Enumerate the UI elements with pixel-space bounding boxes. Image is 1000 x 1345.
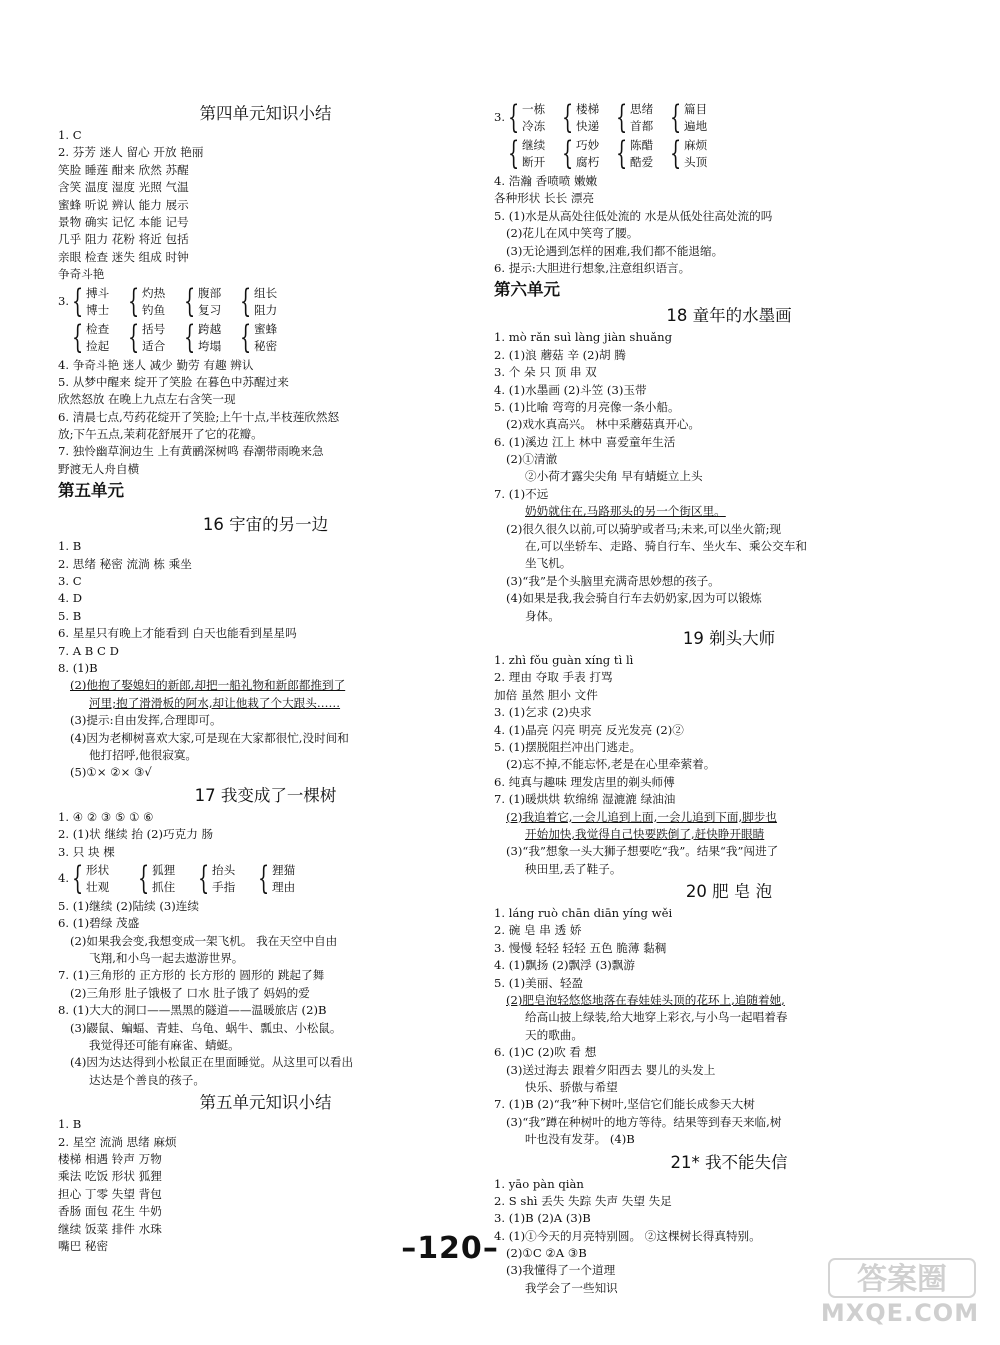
answer-line: (2)三角形 肚子饿极了 口水 肚子饿了 妈妈的爱	[70, 985, 310, 1000]
answer-line: 秧田里,丢了鞋子。	[525, 861, 622, 876]
answer-line: 2. (1)浪 蘑菇 辛 (2)胡 腾	[494, 347, 626, 362]
lesson-title-20: 20 肥 皂 泡	[685, 882, 773, 902]
answer-line: (3)我懂得了一个道理	[506, 1263, 616, 1278]
answer-line: 1. B	[58, 1117, 82, 1132]
answer-line: 奶奶就住在,马路那头的另一个街区里。	[525, 504, 726, 519]
answer-line: 放;下午五点,茉莉花舒展开了它的花瓣。	[58, 427, 263, 442]
word: 搏斗	[86, 285, 110, 300]
answer-line: 香肠 面包 花生 牛奶	[58, 1204, 162, 1219]
answer-line: 5. (1)比喻 弯弯的月亮像一条小船。	[494, 399, 680, 414]
brace-icon: {	[616, 98, 628, 136]
answer-line: 5. (1)继续 (2)陆续 (3)连续	[58, 898, 199, 913]
watermark	[815, 1255, 985, 1335]
answer-line: 3. 只 块 棵	[58, 844, 115, 859]
watermark-site-text: MXQE.COM	[820, 1299, 980, 1327]
answer-line: 给高山披上绿装,给大地穿上彩衣,与小鸟一起唱着春	[525, 1010, 788, 1025]
lesson-title-18: 18 童年的水墨画	[666, 306, 792, 326]
brace-icon: {	[240, 317, 252, 356]
answer-line: 亲眼 检查 迷失 组成 时钟	[58, 249, 189, 264]
word: 检查	[86, 321, 110, 336]
word: 括号	[142, 321, 166, 336]
word: 首都	[630, 119, 654, 133]
brace-icon: {	[72, 281, 84, 320]
brace-icon: {	[670, 98, 682, 136]
word: 腐朽	[576, 155, 600, 169]
answer-line: 蜜蜂 听说 辨认 能力 展示	[58, 197, 189, 212]
answer-line: (2)忘不掉,不能忘怀,老是在心里牵萦着。	[506, 757, 716, 772]
answer-line: 1. láng ruò chān diān yíng wěi	[494, 906, 673, 921]
word: 理由	[272, 879, 296, 894]
answer-line: 争奇斗艳	[58, 267, 105, 282]
answer-line: 6. (1)C (2)吹 看 想	[494, 1045, 597, 1060]
answer-line: 在,可以坐轿车、走路、骑自行车、坐火车、乘公交车和	[525, 539, 807, 554]
answer-line: 2. 星空 流淌 思绪 麻烦	[58, 1134, 177, 1149]
answer-line: 7. (1)暖烘烘 软绵绵 湿漉漉 绿油油	[494, 792, 676, 807]
answer-line: (2)①C ②A ③B	[506, 1246, 587, 1261]
answer-line: 8. (1)大大的洞口——黑黑的隧道——温暖旅店 (2)B	[58, 1003, 327, 1018]
brace-icon: {	[72, 317, 84, 356]
answer-line: (2)他抱了娶媳妇的新郎,却把一船礼物和新郎都推到了	[70, 678, 346, 693]
lesson-title-19: 19 剃头大师	[682, 628, 776, 648]
answer-line: 4. (1)晶亮 闪亮 明亮 反光发亮 (2)②	[494, 722, 684, 737]
brace-icon: {	[258, 858, 270, 897]
answer-line: 4. (1)飘扬 (2)飘浮 (3)飘游	[494, 958, 635, 973]
answer-line: 7. (1)三角形的 正方形的 长方形的 圆形的 跳起了舞	[58, 968, 325, 983]
brace-icon: {	[562, 98, 574, 136]
word: 蜜蜂	[254, 321, 278, 336]
answer-line: 2. 理由 夺取 手表 打骂	[494, 670, 613, 685]
word: 捡起	[86, 338, 110, 353]
right-column	[494, 100, 964, 1297]
lesson-title-21: 21* 我不能失信	[670, 1152, 788, 1172]
answer-line: 6. 纯真与趣味 理发店里的剃头师傅	[494, 774, 675, 789]
word: 陈醋	[630, 138, 654, 152]
answer-line: 景物 确实 记忆 本能 记号	[58, 214, 189, 229]
answer-line: 5. (1)水是从高处往低处流的 水是从低处往高处流的吗	[494, 208, 773, 223]
answer-line: (3)鼹鼠、蝙蝠、青蛙、乌龟、蜗牛、瓢虫、小松鼠。	[70, 1020, 342, 1035]
word: 灼热	[142, 285, 166, 300]
unit-heading-5: 第五单元	[58, 481, 124, 501]
answer-line: 6. (1)碧绿 茂盛	[58, 916, 140, 931]
answer-line: (3)提示:自由发挥,合理即可。	[70, 713, 222, 728]
word: 遍地	[684, 119, 708, 133]
answer-line: (2)①清澈	[506, 452, 558, 467]
answer-line: 3. 个 朵 只 顶 串 双	[494, 365, 597, 380]
page-number-value: 120	[417, 1231, 483, 1266]
word: 继续	[522, 138, 546, 152]
answer-line: 继续 饭菜 排件 水珠	[58, 1221, 162, 1236]
answer-line: (2)很久很久以前,可以骑驴或者马;未来,可以坐火箭;现	[506, 521, 782, 536]
answer-line: 2. S shì 丢失 失踪 失声 失望 失足	[494, 1193, 672, 1208]
unit-heading-6: 第六单元	[494, 280, 560, 300]
brace-icon: {	[562, 134, 574, 172]
answer-line: 乘法 吃饭 形状 狐狸	[58, 1169, 162, 1184]
answer-line: 开始加快,我觉得自己快要跌倒了,赶快睁开眼睛	[525, 826, 765, 841]
word: 手指	[212, 879, 236, 894]
page-number: –120–	[401, 1231, 499, 1266]
answer-line: 2. 思绪 秘密 流淌 栋 乘坐	[58, 556, 192, 571]
answer-line: (3)“我”想象一头大狮子想要吃“我”。结果“我”闯进了	[506, 844, 779, 859]
word: 楼梯	[576, 102, 600, 116]
word: 冷冻	[522, 119, 546, 133]
word: 头顶	[684, 155, 708, 169]
answer-line: ②小荷才露尖尖角 早有蜻蜓立上头	[525, 469, 703, 484]
answer-line: 楼梯 相遇 铃声 万物	[58, 1151, 162, 1166]
answer-line: 含笑 温度 湿度 光照 气温	[58, 180, 189, 195]
brace-icon: {	[72, 858, 84, 897]
answer-line: 7. (1)B (2)“我”种下树叶,坚信它们能长成参天大树	[494, 1097, 755, 1112]
section-title-unit4-summary: 第四单元知识小结	[199, 104, 332, 123]
question-number: 4.	[58, 870, 70, 885]
brace-icon: {	[184, 281, 196, 320]
brace-icon: {	[198, 858, 210, 897]
brace-icon: {	[670, 134, 682, 172]
lesson-title-16: 16 宇宙的另一边	[202, 515, 329, 535]
word: 形状	[86, 862, 110, 877]
left-column	[58, 100, 473, 1255]
answer-line: 加倍 虽然 胆小 文件	[494, 687, 598, 702]
answer-line: 担心 丁零 失望 背包	[58, 1186, 162, 1201]
answer-line: (4)因为达达得到小松鼠正在里面睡觉。从这里可以看出	[70, 1055, 354, 1070]
brace-icon: {	[616, 134, 628, 172]
answer-line: (3)“我”是个头脑里充满奇思妙想的孩子。	[506, 573, 720, 588]
answer-line: 河里;抱了滑滑板的阿水,却让他栽了个大跟头……	[89, 695, 341, 710]
answer-line: 2. (1)状 继续 抬 (2)巧克力 肠	[58, 827, 214, 842]
answer-line: 3. (1)B (2)A (3)B	[494, 1211, 591, 1226]
question-number: 3.	[494, 110, 506, 124]
word: 跨越	[198, 321, 222, 336]
word: 思绪	[630, 102, 654, 116]
answer-line: 几乎 阻力 花粉 将近 包括	[58, 232, 189, 247]
word: 钓鱼	[142, 302, 166, 317]
answer-line: 6. 清晨七点,芍药花绽开了笑脸;上午十点,半枝莲欣然怒	[58, 409, 340, 424]
answer-line: 5. (1)美丽、轻盈	[494, 975, 584, 990]
answer-line: (4)因为老柳树喜欢大家,可是现在大家都很忙,没时间和	[70, 730, 349, 745]
answer-line: 6. (1)溪边 江上 林中 喜爱童年生活	[494, 434, 676, 449]
word: 抬头	[212, 862, 236, 877]
answer-line: 2. 芬芳 迷人 留心 开放 艳丽	[58, 145, 204, 160]
answer-line: 7. 独怜幽草涧边生 上有黄鹂深树鸣 春潮带雨晚来急	[58, 444, 324, 459]
answer-line: 4. (1)水墨画 (2)斗笠 (3)玉带	[494, 382, 647, 397]
watermark-seal-text: 答案圈	[857, 1262, 947, 1297]
answer-line: 7. (1)不远	[494, 486, 549, 501]
answer-line: 1. ④ ② ③ ⑤ ① ⑥	[58, 809, 154, 824]
answer-line: 4. (1)①今天的月亮特别圆。 ②这棵树长得真特别。	[494, 1228, 761, 1243]
word: 阻力	[254, 302, 278, 317]
answer-line: 飞翔,和小鸟一起去遨游世界。	[89, 951, 244, 966]
answer-line: (5)①× ②× ③√	[70, 765, 152, 780]
answer-line: (2)我追着它,一会儿追到上面,一会儿追到下面,脚步也	[506, 809, 777, 824]
word: 抓住	[152, 879, 176, 894]
word-group-bracket	[58, 858, 473, 897]
answer-line: 4. 争奇斗艳 迷人 减少 勤劳 有趣 辨认	[58, 357, 254, 372]
answer-line: 他打招呼,他很寂寞。	[89, 747, 198, 762]
answer-line: 1. zhì fǒu guàn xíng tì lì	[494, 652, 634, 667]
answer-line: (4)如果是我,我会骑自行车去奶奶家,因为可以锻炼	[506, 591, 762, 606]
brace-icon: {	[508, 134, 520, 172]
brace-icon: {	[138, 858, 150, 897]
word: 博士	[86, 302, 110, 317]
answer-line: 1. B	[58, 539, 82, 554]
answer-line: (3)送过海去 跟着夕阳西去 婴儿的头发上	[506, 1062, 716, 1077]
word: 酷爱	[630, 155, 654, 169]
brace-icon: {	[128, 317, 140, 356]
answer-line: 身体。	[525, 608, 560, 623]
answer-line: 嘴巴 秘密	[58, 1238, 109, 1253]
watermark-logo-icon	[827, 1255, 977, 1301]
answer-line: 4. 浩瀚 香喷喷 嫩嫩	[494, 174, 598, 188]
brace-icon: {	[508, 98, 520, 136]
answer-line: 1. yāo pàn qiàn	[494, 1176, 584, 1191]
word: 一栋	[522, 102, 546, 116]
answer-line: 我觉得还可能有麻雀、蜻蜓。	[89, 1038, 240, 1053]
question-number: 3.	[58, 293, 70, 308]
answer-line: 6. 星星只有晚上才能看到 白天也能看到星星吗	[58, 626, 297, 641]
answer-line: 5. 从梦中醒来 绽开了笑脸 在暮色中苏醒过来	[58, 374, 289, 389]
brace-icon: {	[184, 317, 196, 356]
answer-line: 1. mò rǎn suì làng jiàn shuǎng	[494, 330, 673, 345]
answer-line: 2. 碗 皂 串 透 娇	[494, 923, 582, 938]
answer-line: 3. C	[58, 574, 82, 589]
word: 巧妙	[576, 138, 600, 152]
answer-line: (3)“我”蹲在种树叶的地方等待。结果等到春天来临,树	[506, 1114, 782, 1129]
answer-line: 6. 提示:大胆进行想象,注意组织语言。	[494, 260, 691, 275]
answer-line: (2)如果我会变,我想变成一架飞机。 我在天空中自由	[70, 933, 338, 948]
brace-icon: {	[128, 281, 140, 320]
word: 断开	[522, 155, 546, 169]
answer-line: 5. (1)摆脱阻拦冲出门逃走。	[494, 739, 642, 754]
answer-line: 天的歌曲。	[525, 1027, 583, 1042]
answer-line: 我学会了一些知识	[525, 1280, 618, 1295]
section-title-unit5-summary: 第五单元知识小结	[199, 1093, 332, 1113]
word: 组长	[254, 285, 278, 300]
word: 狐狸	[152, 862, 176, 877]
word-group-bracket	[58, 317, 473, 356]
answer-line: 3. 慢慢 轻轻 轻轻 五色 脆薄 黏稠	[494, 940, 667, 955]
answer-line: 快乐、骄傲与希望	[525, 1079, 618, 1094]
answer-line: (3)无论遇到怎样的困难,我们都不能退缩。	[506, 243, 724, 258]
word: 适合	[142, 338, 166, 353]
word: 麻烦	[684, 138, 708, 152]
answer-line: 4. D	[58, 591, 83, 606]
answer-line: 野渡无人舟自横	[58, 461, 140, 476]
answer-line: 各种形状 长长 漂亮	[494, 191, 595, 206]
word-group-bracket	[494, 98, 964, 136]
answer-line: 达达是个善良的孩子。	[89, 1072, 205, 1087]
word: 快递	[576, 119, 600, 133]
word: 壮观	[86, 879, 110, 894]
answer-line: 5. B	[58, 608, 82, 623]
word-group-bracket	[58, 281, 473, 320]
answer-line: (2)戏水真高兴。 林中采蘑菇真开心。	[506, 417, 701, 432]
lesson-title-17: 17 我变成了一棵树	[194, 785, 337, 805]
word: 篇目	[684, 102, 708, 116]
brace-icon: {	[240, 281, 252, 320]
answer-line: 欣然怒放 在晚上九点左右含笑一现	[58, 392, 236, 407]
word: 腹部	[198, 285, 222, 300]
answer-line: 3. (1)乞求 (2)央求	[494, 705, 592, 720]
word: 狸猫	[272, 862, 296, 877]
answer-line: 叶也没有发芽。 (4)B	[525, 1132, 635, 1147]
word: 复习	[198, 302, 222, 317]
answer-line: 7. A B C D	[58, 643, 119, 658]
answer-line: 坐飞机。	[525, 556, 572, 571]
answer-line: 笑脸 睡莲 酣来 欣然 苏醒	[58, 162, 189, 177]
answer-line: (2)肥皂泡轻悠悠地落在春娃娃头顶的花环上,追随着她,	[506, 993, 785, 1008]
answer-line: 1. C	[58, 128, 82, 142]
word: 垮塌	[198, 338, 222, 353]
answer-line: (2)花儿在风中笑弯了腰。	[506, 226, 639, 241]
word: 秘密	[254, 338, 278, 353]
answer-line: 8. (1)B	[58, 660, 98, 675]
word-group-bracket	[494, 134, 964, 172]
